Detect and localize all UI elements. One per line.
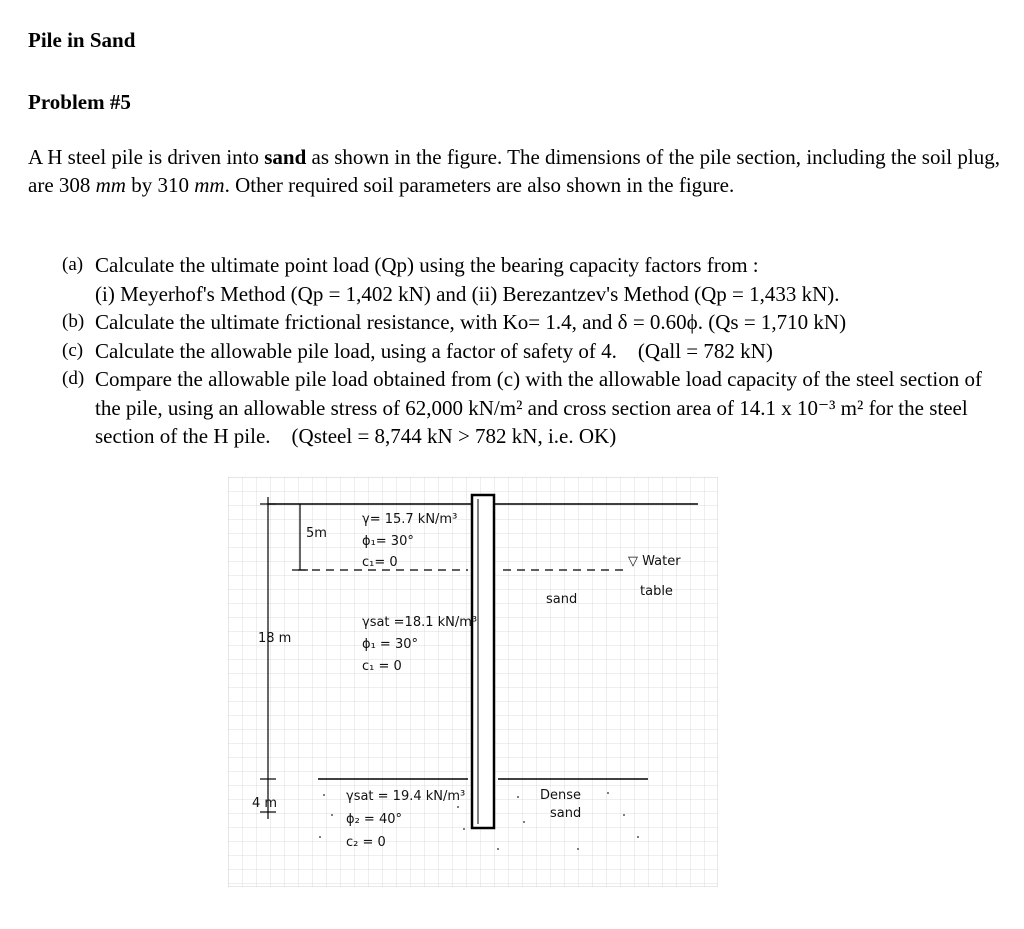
layer2-gamma: γsat =18.1 kN/m³ xyxy=(362,615,478,630)
question-text: Calculate the ultimate point load (Qp) using the bearing capacity factors from : xyxy=(95,253,759,277)
layer1-phi: ϕ₁= 30° xyxy=(362,534,414,549)
question-label: (b) xyxy=(62,311,85,332)
layer2-phi: ϕ₁ = 30° xyxy=(362,637,418,652)
question-label: (d) xyxy=(62,368,85,389)
page-title: Pile in Sand xyxy=(28,28,136,52)
question-list xyxy=(62,251,1002,451)
dense-sand-label-1: Dense xyxy=(540,788,582,803)
pile-sketch xyxy=(228,477,718,887)
intro-bold-sand: sand xyxy=(264,145,307,169)
intro-unit-2: mm xyxy=(194,173,225,197)
problem-statement xyxy=(28,143,1000,199)
intro-unit-1: mm xyxy=(95,173,126,197)
layer2-sand-label: sand xyxy=(546,592,578,607)
dense-sand-label-2: sand xyxy=(550,806,582,821)
layer3-phi: ϕ₂ = 40° xyxy=(346,812,402,827)
question-answer: (Qall = 782 kN) xyxy=(637,338,773,363)
intro-text-1: A H steel pile is driven into xyxy=(28,145,265,169)
layer3-thickness: 4 m xyxy=(252,796,278,811)
intro-text-2: as shown in the figure. The dimensions of the pile section, including the soil plug, are 308 xyxy=(28,145,1000,197)
water-table-label-2: table xyxy=(640,584,673,599)
question-label: (a) xyxy=(62,254,84,275)
intro-text-4: . Other required soil parameters are also shown in the figure. xyxy=(224,173,735,197)
question-answer: (Qs = 1,710 kN) xyxy=(708,310,847,334)
layer2-cohesion: c₁ = 0 xyxy=(362,659,402,674)
water-table-label-1: ▽ Water xyxy=(628,554,681,569)
question-a xyxy=(62,251,1002,308)
question-text-line-2: (i) Meyerhof's Method (Qp = 1,402 kN) and (ii) Berezantzev's Method (Qp = 1,433 kN). xyxy=(95,281,840,306)
question-b xyxy=(62,308,1002,337)
problem-heading: Problem #5 xyxy=(28,90,131,114)
layer1-thickness: 5m xyxy=(306,526,327,541)
layer3-cohesion: c₂ = 0 xyxy=(346,835,386,850)
layer1-cohesion: c₁= 0 xyxy=(362,555,398,570)
question-text: Calculate the allowable pile load, using a factor of safety of 4. xyxy=(95,338,617,363)
pile-length-label: 18 m xyxy=(258,631,292,646)
layer3-gamma: γsat = 19.4 kN/m³ xyxy=(346,789,466,804)
intro-text-3: by 310 xyxy=(125,173,195,197)
question-label: (c) xyxy=(62,339,84,361)
question-d xyxy=(62,365,1002,451)
question-text: Compare the allowable pile load obtained from (c) with the allowable load capacity of the steel section of the pile, using an allowable stress of 62,000 kN/m² and cross section area of 14.1 x 10⁻³ m² for the steel section of the H pile. xyxy=(95,367,982,448)
layer1-gamma: γ= 15.7 kN/m³ xyxy=(362,512,458,527)
pile-figure xyxy=(228,477,718,887)
question-c xyxy=(62,337,1002,366)
h-pile xyxy=(472,495,494,828)
question-answer: (Qsteel = 8,744 kN > 782 kN, i.e. OK) xyxy=(291,424,617,448)
question-text: Calculate the ultimate frictional resistance, with Ko= 1.4, and δ = 0.60ϕ. xyxy=(95,310,703,334)
